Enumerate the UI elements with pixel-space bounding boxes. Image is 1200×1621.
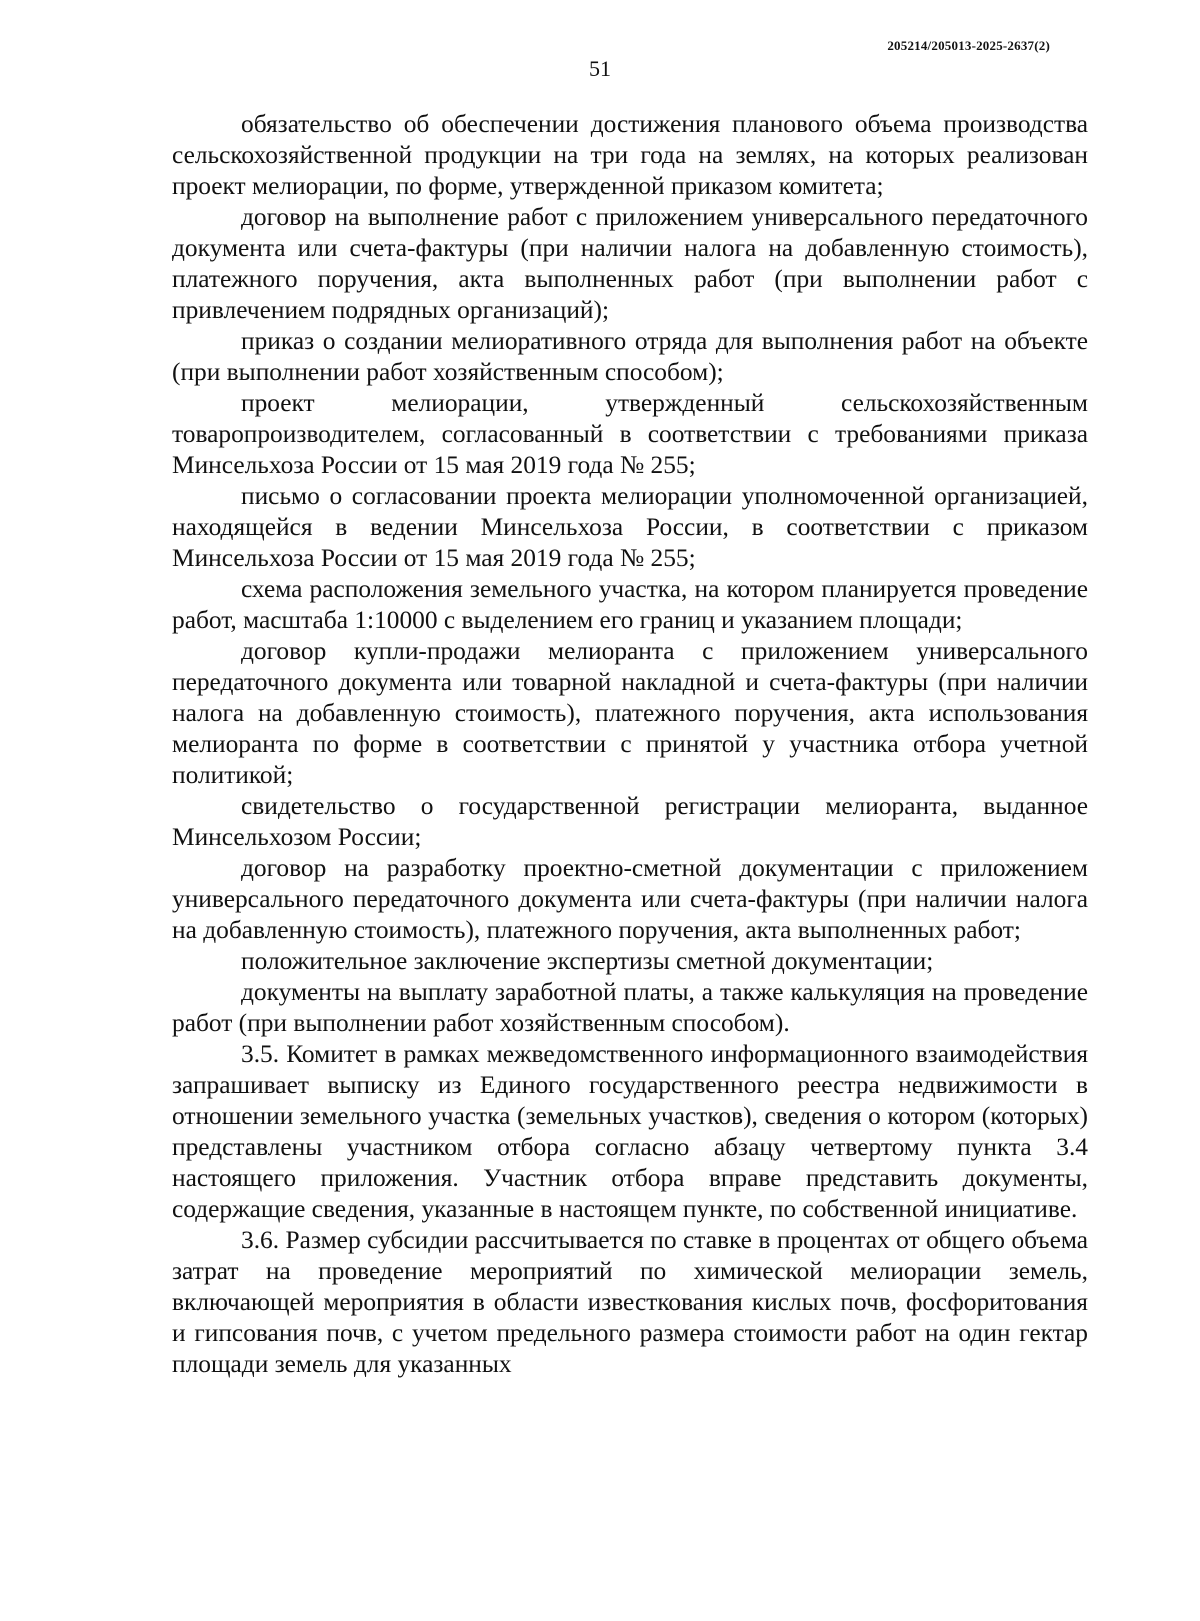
paragraph-salary-documents: документы на выплату заработной платы, а также калькуляция на проведение работ (при выполнении работ хозяйственным способом). bbox=[172, 978, 1088, 1037]
page-number: 51 bbox=[589, 56, 611, 81]
document-registration-number: 205214/205013-2025-2637(2) bbox=[887, 38, 1050, 53]
paragraph-meliorant-registration-certificate: свидетельство о государственной регистрации мелиоранта, выданное Минсельхозом России; bbox=[172, 792, 1088, 851]
paragraph-meliorant-purchase-contract: договор купли-продажи мелиоранта с приложением универсального передаточного документа или товарной накладной и счета-фактуры (при наличии налога на добавленную стоимость), платежного поручения, акта использования мелиоранта по форме в соответствии с принятой у участника отбора учетной политикой; bbox=[172, 637, 1088, 789]
paragraph-section-3-5: 3.5. Комитет в рамках межведомственного информационного взаимодействия запрашивает выписку из Единого государственного реестра недвижимости в отношении земельного участка (земельных участков), сведения о котором (которых) представлены участником отбора согласно абзацу четвертому пункта 3.4 настоящего приложения. Участник отбора вправе представить документы, содержащие сведения, указанные в настоящем пункте, по собственной инициативе. bbox=[172, 1040, 1088, 1223]
paragraph-land-plot-scheme: схема расположения земельного участка, на котором планируется проведение работ, масштаба 1:10000 с выделением его границ и указанием площади; bbox=[172, 575, 1088, 634]
document-body bbox=[172, 109, 1088, 1380]
paragraph-obligation-production-volume: обязательство об обеспечении достижения планового объема производства сельскохозяйственной продукции на три года на землях, на которых реализован проект мелиорации, по форме, утвержденной приказом комитета; bbox=[172, 110, 1088, 200]
paragraph-works-contract: договор на выполнение работ с приложением универсального передаточного документа или счета-фактуры (при наличии налога на добавленную стоимость), платежного поручения, акта выполненных работ (при выполнении работ с привлечением подрядных организаций); bbox=[172, 203, 1088, 324]
paragraph-approval-letter: письмо о согласовании проекта мелиорации уполномоченной организацией, находящейся в ведении Минсельхоза России, в соответствии с приказом Минсельхоза России от 15 мая 2019 года № 255; bbox=[172, 482, 1088, 572]
paragraph-expert-conclusion: положительное заключение экспертизы сметной документации; bbox=[241, 947, 934, 975]
paragraph-section-3-6: 3.6. Размер субсидии рассчитывается по ставке в процентах от общего объема затрат на проведение мероприятий по химической мелиорации земель, включающей мероприятия в области известкования кислых почв, фосфоритования и гипсования почв, с учетом предельного размера стоимости работ на один гектар площади земель для указанных bbox=[172, 1226, 1088, 1378]
paragraph-design-estimate-contract: договор на разработку проектно-сметной документации с приложением универсального передаточного документа или счета-фактуры (при наличии налога на добавленную стоимость), платежного поручения, акта выполненных работ; bbox=[172, 854, 1088, 944]
paragraph-melioration-team-order: приказ о создании мелиоративного отряда для выполнения работ на объекте (при выполнении работ хозяйственным способом); bbox=[172, 327, 1088, 386]
paragraph-melioration-project: проект мелиорации, утвержденный сельскохозяйственным товаропроизводителем, согласованный в соответствии с требованиями приказа Минсельхоза России от 15 мая 2019 года № 255; bbox=[172, 389, 1088, 479]
